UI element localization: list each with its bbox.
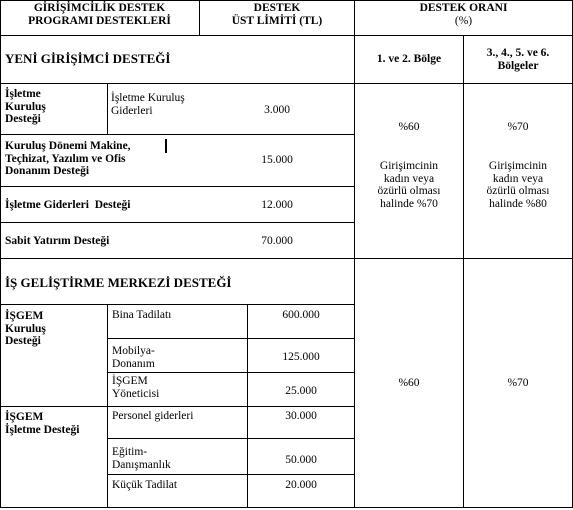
- header-limit-line1: DESTEK: [253, 2, 301, 14]
- row-divider: [107, 372, 354, 373]
- egitim-line2: Danışmanlık: [112, 458, 171, 471]
- isgem-kurulus-line3: Desteği: [5, 335, 41, 347]
- isgem-isletme-destegi: [5, 411, 79, 436]
- kucuk-tadilat-value: 20.000: [285, 479, 317, 491]
- region-3-6-line1: 3., 4., 5. ve 6.: [486, 47, 550, 59]
- table-border-bottom: [0, 507, 573, 508]
- isletme-giderleri-destegi: İşletme Giderleri Desteği: [5, 199, 131, 211]
- row-divider: [0, 134, 354, 135]
- makine-line1: Kuruluş Dönemi Makine,: [5, 140, 131, 152]
- bina-tadilati: Bina Tadilatı: [112, 309, 172, 321]
- egitim-value: 50.000: [285, 454, 317, 466]
- table-border-left: [0, 0, 1, 508]
- note-b-line4: halinde %80: [489, 197, 547, 210]
- isgem-yoneticisi: [112, 375, 159, 400]
- isgem-title-divider: [0, 304, 354, 305]
- makine-value: 15.000: [261, 154, 293, 166]
- row-divider: [107, 474, 354, 475]
- note-b-line2: kadın veya: [492, 172, 544, 185]
- mobilya-line2: Donanım: [112, 357, 155, 370]
- egitim-danismanlik: [112, 446, 171, 471]
- makine-line2: Teçhizat, Yazılım ve Ofis: [5, 152, 126, 165]
- header-limit-line2: ÜST LİMİTİ (TL): [231, 14, 323, 27]
- giderler-line2: Giderleri: [111, 104, 153, 117]
- header-program: [0, 2, 199, 27]
- isgem-kurulus-line1: İŞGEM: [5, 310, 44, 322]
- yonetici-line2: Yöneticisi: [112, 387, 160, 400]
- row-divider: [0, 186, 354, 187]
- header-divider: [0, 35, 573, 36]
- makine-line3: Donanım Desteği: [5, 165, 90, 177]
- isletme-kurulus-line1: İşletme: [5, 88, 41, 100]
- isgem-isletme-line2: İşletme Desteği: [5, 423, 80, 436]
- region-1-2-label: 1. ve 2. Bölge: [376, 53, 442, 65]
- isgem-rate-region-3-6: %70: [507, 377, 529, 389]
- isgem-rate-region-1-2: %60: [398, 377, 420, 389]
- sabit-yatirim-destegi: Sabit Yatırım Desteği: [5, 235, 110, 247]
- header-program-line1: GİRİŞİMCİLİK DESTEK: [33, 2, 166, 14]
- column-divider: [354, 0, 355, 508]
- row-divider: [0, 406, 354, 407]
- isgem-kurulus-destegi: [5, 310, 46, 348]
- note-a-line4: halinde %70: [380, 197, 438, 210]
- header-rate-line2: (%): [454, 14, 473, 27]
- text-cursor: [165, 139, 167, 153]
- personel-giderleri: Personel giderleri: [112, 410, 194, 422]
- region-3-6-label: [464, 47, 572, 72]
- row-divider: [107, 438, 354, 439]
- note-a-line3: özürlü olması: [377, 185, 441, 197]
- isletme-kurulus-destegi: [5, 88, 46, 126]
- yeni-title-divider: [0, 83, 354, 84]
- row-divider: [0, 222, 354, 223]
- mobilya-value: 125.000: [282, 351, 320, 363]
- header-rate-line1: DESTEK ORANI: [419, 2, 508, 14]
- column-divider: [107, 304, 108, 508]
- isletme-kurulus-line3: Desteği: [5, 113, 41, 125]
- makine-destegi: [5, 140, 131, 178]
- column-divider: [107, 83, 108, 135]
- yeni-note-region-1-2: [355, 160, 463, 210]
- giderler-line1: İşletme Kuruluş: [111, 92, 185, 104]
- giderler-value: 3.000: [264, 104, 290, 116]
- note-a-line1: Girişimcinin: [379, 160, 439, 172]
- isletme-giderleri-value: 12.000: [261, 199, 293, 211]
- header-program-line2: PROGRAMI DESTEKLERİ: [28, 14, 171, 27]
- personel-value: 30.000: [285, 410, 317, 422]
- kucuk-tadilat: Küçük Tadilat: [112, 479, 178, 491]
- note-b-line1: Girişimcinin: [488, 160, 548, 172]
- note-a-line2: kadın veya: [383, 172, 435, 185]
- isletme-kurulus-line2: Kuruluş: [5, 100, 46, 113]
- note-b-line3: özürlü olması: [486, 185, 550, 197]
- isgem-section-title: İŞ GELİŞTİRME MERKEZİ DESTEĞİ: [5, 275, 232, 290]
- column-divider: [463, 35, 464, 508]
- bina-tadilati-value: 600.000: [282, 309, 320, 321]
- yeni-note-region-3-6: [464, 160, 572, 210]
- mobilya-donanim: [112, 345, 155, 370]
- header-rate: [355, 2, 572, 27]
- isgem-isletme-line1: İŞGEM: [5, 411, 44, 423]
- section-divider: [0, 258, 573, 259]
- yeni-rate-region-1-2: %60: [398, 121, 420, 133]
- isletme-kurulus-giderleri: [111, 92, 185, 117]
- region-3-6-line2: Bölgeler: [497, 59, 539, 72]
- table-border-top: [0, 0, 573, 1]
- yonetici-value: 25.000: [285, 385, 317, 397]
- sabit-yatirim-value: 70.000: [261, 235, 293, 247]
- mobilya-line1: Mobilya-: [112, 345, 155, 357]
- row-divider: [107, 338, 354, 339]
- header-limit: [200, 2, 354, 27]
- yonetici-line1: İŞGEM: [112, 375, 148, 387]
- column-divider: [247, 304, 248, 508]
- egitim-line1: Eğitim-: [112, 446, 148, 458]
- isgem-kurulus-line2: Kuruluş: [5, 322, 46, 335]
- yeni-rate-region-3-6: %70: [507, 121, 529, 133]
- yeni-section-title: YENİ GİRİŞİMCİ DESTEĞİ: [5, 51, 171, 66]
